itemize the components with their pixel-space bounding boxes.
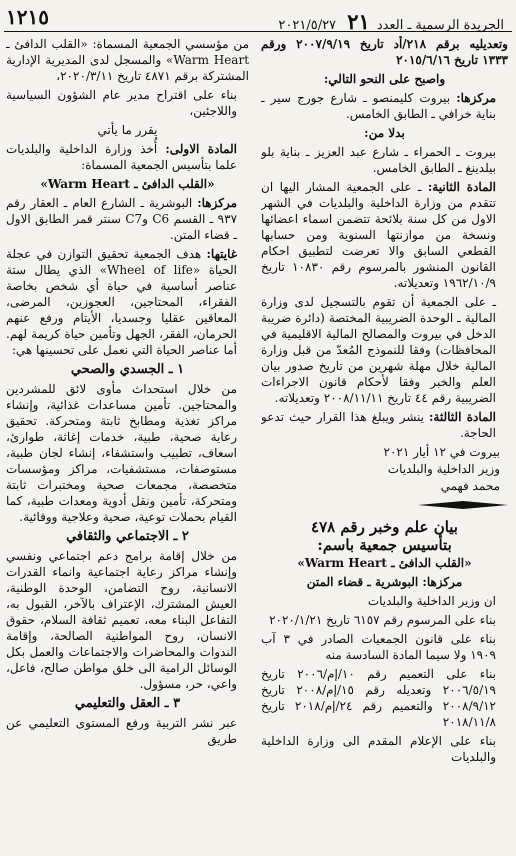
- headquarters-label: مركزها:: [197, 196, 237, 210]
- article-three-label: المادة الثالثة:: [429, 410, 496, 424]
- instead-heading: بدلا من:: [364, 126, 405, 140]
- basis-law: بناء على قانون الجمعيات الصادر في ٣ آب ١٩٠٩ ولا سيما المادة السادسة منه: [261, 632, 496, 662]
- goals: [6, 246, 249, 358]
- header-rule: [4, 31, 512, 32]
- proposal-line: بناء على اقتراح مدير عام الشؤون السياسية واللاجئين،: [6, 88, 237, 118]
- minister-line: ان وزير الداخلية والبلديات: [367, 594, 496, 608]
- seat-text: بيروت كليمنصو ـ شارع جورج سير ـ بناية خرافي ـ الطابق الخامس.: [261, 91, 496, 121]
- headquarters: [6, 195, 249, 243]
- section-physical-health-title: ١ ـ الجسدي والصحي: [70, 362, 185, 377]
- article-two-label: المادة الثانية:: [427, 180, 496, 194]
- founders-line: من مؤسسي الجمعية المسماة: «القلب الدافئ ـ Warm Heart» والمسجل لدى المديرية الإدارية المشتركة برقم ٤٨٧١ تاريخ ٢٠٢٠/٣/١١،: [6, 37, 249, 83]
- amendment-ref: وتعديليه برقم ٢١٨/أد تاريخ ٢٠٠٧/٩/١٩ ورقم ١٣٣٣ تاريخ ٢٠١٥/٦/١٦: [261, 37, 508, 67]
- basis-notification: بناء على الإعلام المقدم الى وزارة الداخلية والبلديات: [261, 734, 496, 764]
- basis-circulars: بناء على التعميم رقم ١٠/إم/٢٠٠٦ تاريخ ٢٠٠٦/٥/١٩ وتعديله رقم ١٥/إم/٢٠٠٨ تاريخ ٢٠٠٨/٩/١٢ والتعميم رقم ٢٤/إم/٢٠١٨ تاريخ ٢٠١٨/١١/٨: [261, 667, 496, 729]
- decree-subtitle: بتأسيس جمعية باسم:: [317, 536, 452, 554]
- tax-registration: ـ على الجمعية أن تقوم بالتسجيل لدى وزارة المالية ـ الوحدة الضريبية المختصة (دائرة ضريبة الدخل في بيروت والمصالح المالية الاقليمية في المحافظات) وفقا للنموذج المُعدّ من قبل وزارة المالية خلال مهلة شهرين من تاريخ صدور بيان العلم والخبر وفقا لأحكام قانون الاجراءات الضريبية رقم ٤٤ تاريخ ٢٠٠٨/١١/١١ وتعديلاته.: [261, 295, 496, 405]
- section-mind-education-text: عبر نشر التربية ورفع المستوى التعليمي عن طريق: [6, 716, 237, 746]
- decides-heading: يقرر ما يأتي: [97, 123, 158, 137]
- page-header: [0, 3, 516, 33]
- sign-place-date: بيروت في ١٢ أيار ٢٠٢١: [383, 445, 500, 459]
- decree-title: بيان علم وخبر رقم ٤٧٨: [311, 518, 458, 536]
- issue-number: ٢١: [347, 9, 370, 34]
- new-seat: [261, 90, 508, 122]
- article-one: [6, 141, 249, 173]
- article-three: [261, 409, 508, 441]
- article-one-association: «القلب الدافئ ـ Warm Heart»: [40, 177, 215, 191]
- gazette-name: الجريدة الرسمية ـ العدد: [376, 18, 504, 33]
- section-social-cultural-title: ٢ ـ الاجتماعي والثقافي: [66, 529, 189, 544]
- left-column: [6, 36, 249, 852]
- goals-text: هدف الجمعية تحقيق التوازن في عجلة الحياة «Wheel of life» الذي يطال ستة عناصر أساسية في حياة أي شخص بخاصة الفقراء، المحتاجين، العجوزين، المرضى، المعاقين عقليا وجسديا، الأيتام ورفع عنهم الحرمان، الفقر، الجهل وتأمين حياة كريمة لهم. أما عناصر الحياة التي نعمل على تحسينها هي:: [6, 247, 237, 357]
- page-number: ١٢١٥: [6, 5, 49, 29]
- association-seat: مركزها: البوشرية ـ قضاء المتن: [306, 575, 463, 589]
- becomes-heading: واصبح على النحو التالي:: [323, 72, 446, 86]
- article-one-text: أُخذ وزارة الداخلية والبلديات علما بتأسيس الجمعية المسماة:: [6, 142, 237, 172]
- article-two-text: ـ على الجمعية المشار اليها ان تتقدم من وزارة الداخلية والبلديات في الشهر الاول من كل سنة بلائحة تتضمن اسماء اعضائها ونسخة من موازنتها السنوية ومن حسابها القطعي السابق والا تعرضت لتطبيق احكام القانون المنشور بالمرسوم رقم ١٠٨٣٠ تاريخ ١٩٦٢/١٠/٩ وتعديلاته.: [261, 180, 496, 290]
- headquarters-text: البوشرية ـ الشارع العام ـ العقار رقم ٩٣٧ ـ القسم C6 وC7 سنتر قمر الطابق الاول ـ قضاء المتن.: [6, 196, 238, 242]
- section-social-cultural-text: من خلال إقامة برامج دعم اجتماعي ونفسي وإنشاء مراكز رعاية اجتماعية وانماء القدرات الانسانية، روح التضامن، الوحدة الوطنية، العيش المشترك، الإعتراف بالآخر، القبول به، التفاعل البناء معه، تعميم ثقافة السلام، حقوق الانسان، روح المواطنية الصالحة، وإقامة الندوات والمحاضرات والاجتماعات والعمل بكل الوسائل الرامية الى خلق مواطن صالح، فاعل، واعي، حر، مسؤول.: [6, 549, 237, 691]
- signature-block: [261, 444, 508, 494]
- right-column: [261, 36, 508, 852]
- article-one-label: المادة الاولى:: [165, 142, 238, 156]
- basis-decree: بناء على المرسوم رقم ٦١٥٧ تاريخ ٢٠٢٠/١/٢١: [269, 613, 496, 627]
- section-physical-health-text: من خلال استحداث مأوى لائق للمشردين والمحتاجين. تأمين مساعدات غذائية، وإنشاء مراكز تغذية ومطابخ ثابتة ومتحركة. تحقيق رعاية صحية، طبية، خدمات إغاثة، طوارئ، اسعاف، تطبيب واستشفاء، إنشاء لجان طبية، مستوصفات، مستشفيات، مراكز ومؤسسات متخصصة، مجمعات صحية ومختبرات ثابتة ومتحركة، تأمين ونقل أدوية ومعدات طبية، كما القيام بحملات توعية، صحية وعلاجية ووقائية.: [6, 382, 237, 524]
- article-two: [261, 179, 508, 291]
- article-three-text: ينشر ويبلغ هذا القرار حيث تدعو الحاجة.: [261, 410, 496, 440]
- sign-title: وزير الداخلية والبلديات: [387, 462, 500, 476]
- sign-name: محمد فهمي: [440, 479, 500, 493]
- old-seat: بيروت ـ الحمراء ـ شارع عبد العزيز ـ بناية بلو بيلدينغ ـ الطابق الخامس.: [261, 145, 496, 175]
- seat-label: مركزها:: [456, 91, 496, 105]
- section-mind-education-title: ٣ ـ العقل والتعليمي: [74, 696, 181, 711]
- issue-date: ٢٠٢١/٥/٢٧: [278, 18, 337, 33]
- goals-label: غايتها:: [206, 247, 237, 261]
- association-name: «القلب الدافئ ـ Warm Heart»: [297, 556, 472, 570]
- divider-ornament: [418, 501, 508, 509]
